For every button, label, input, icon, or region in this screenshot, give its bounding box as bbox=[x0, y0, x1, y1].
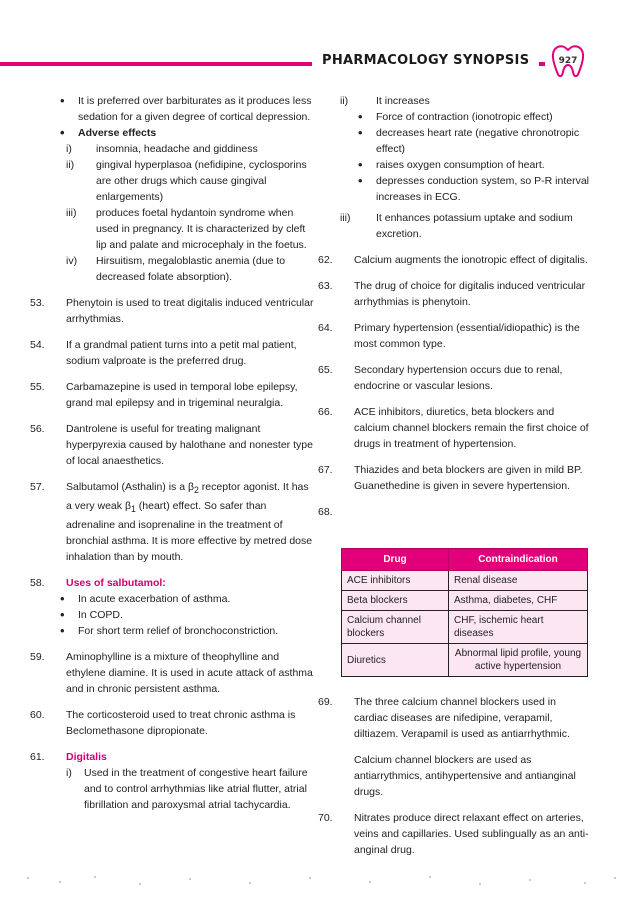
table-row bbox=[342, 644, 588, 677]
paragraph: Calcium channel blockers are used as antiarrythmics, antihypertensive and antianginal drugs. bbox=[354, 754, 576, 798]
numbered-item-67: 67. Thiazides and beta blockers are given in mild BP. Guanethedine is given in severe hypertension. bbox=[318, 464, 583, 492]
page-number: 927 bbox=[558, 56, 578, 66]
table-cell: Renal disease bbox=[449, 571, 588, 591]
page-footer-dots bbox=[0, 872, 638, 892]
table-header-row bbox=[342, 549, 588, 571]
list-item: • decreases heart rate (negative chronotropic effect) bbox=[340, 125, 590, 157]
table-row bbox=[342, 611, 588, 644]
list-item: i) Used in the treatment of congestive heart failure and to control arrhythmias like atrial flutter, atrial fibrillation and paroxysmal atrial tachycardia. bbox=[66, 767, 308, 812]
numbered-item-66: 66. ACE inhibitors, diuretics, beta blockers and calcium channel blockers remain the first choice of drugs in treatment of hypertension. bbox=[318, 406, 589, 450]
running-title: PHARMACOLOGY SYNOPSIS bbox=[312, 50, 539, 72]
list-item: ii) It increases bbox=[340, 95, 430, 107]
section-heading: • Adverse effects bbox=[30, 125, 314, 141]
numbered-item-61: 61. Digitalis bbox=[30, 751, 107, 764]
table-cell: Diuretics bbox=[342, 644, 449, 677]
list-item: • raises oxygen consumption of heart. bbox=[340, 157, 590, 173]
table-cell: ACE inhibitors bbox=[342, 571, 449, 591]
numbered-item-58: 58. Uses of salbutamol: bbox=[30, 577, 166, 590]
numbered-item-69: 69. The three calcium channel blockers used in cardiac diseases are nifedipine, verapamil, diltiazem. Verapamil is used as antiarrhythmic. bbox=[318, 696, 570, 740]
numbered-item-70: 70. Nitrates produce direct relaxant effect on arteries, veins and capillaries. Used sublingually as an anti-anginal drug. bbox=[318, 812, 589, 856]
list-item: • For short term relief of bronchoconstriction. bbox=[42, 623, 314, 639]
numbered-item-65: 65. Secondary hypertension occurs due to renal, endocrine or vascular lesions. bbox=[318, 364, 563, 392]
contraindication-table bbox=[341, 548, 588, 677]
list-item: • In acute exacerbation of asthma. bbox=[42, 591, 314, 607]
numbered-item-55: 55. Carbamazepine is used in temporal lobe epilepsy, grand mal epilepsy and in trigeminal neuralgia. bbox=[30, 381, 298, 409]
numbered-item-62: 62. Calcium augments the ionotropic effect of digitalis. bbox=[318, 254, 588, 266]
list-item: • It is preferred over barbiturates as it produces less sedation for a given degree of cortical depression. bbox=[30, 93, 314, 125]
list-item: • depresses conduction system, so P-R interval increases in ECG. bbox=[340, 173, 590, 205]
numbered-item-60: 60. The corticosteroid used to treat chronic asthma is Beclomethasone dipropionate. bbox=[30, 709, 296, 738]
list-item: iv) Hirsuitism, megaloblastic anemia (due to decreased folate absorption). bbox=[66, 255, 286, 283]
table-header: Contraindication bbox=[449, 549, 588, 571]
table-cell: Abnormal lipid profile, young active hypertension bbox=[449, 644, 588, 677]
numbered-item-57: 57. Salbutamol (Asthalin) is a $\beta_2$ receptor agonist. It has a very weak $\beta_1$ (heart) effect. So safer than adrenaline and isoprenaline in the treatment of bronchial asthma. It is more effective by metred dose inhalation than by mouth. bbox=[30, 481, 313, 564]
numbered-item-59: 59. Aminophylline is a mixture of theophylline and ethylene diamine. It is used in acute attack of asthma and in chronic persistent asthma. bbox=[30, 651, 313, 696]
list-item: • Force of contraction (ionotropic effect) bbox=[340, 109, 590, 125]
table-cell: CHF, ischemic heart diseases bbox=[449, 611, 588, 644]
table-cell: Calcium channel blockers bbox=[342, 611, 449, 644]
right-column-lower bbox=[318, 694, 590, 858]
numbered-item-56: 56. Dantrolene is useful for treating malignant hyperpyrexia caused by halothane and nonester type of local anaesthetics. bbox=[30, 423, 313, 467]
list-item: iii) produces foetal hydantoin syndrome when used in pregnancy. It is characterized by cleft lip and palate and microcephaly in the foetus. bbox=[66, 207, 307, 251]
list-item: • In COPD. bbox=[42, 607, 314, 623]
right-column: ii) It increases • Force of contraction (ionotropic effect) • decreases heart rate (negative chronotropic effect) • raises oxygen consumption of heart. • depresses conduction system, so P-R interval increases in ECG. iii) It enhances potassium uptake and sodium excretion. 62. Calcium augments the ionotropic effect of digitalis. 63. The drug of choice for digitalis induced ventricular arrhythmias is phenytoin. 64. Primary hypertension (essential/idiopathic) is the most common type. 65. Secondary hypertension occurs due to renal, endocrine or vascular lesions. 66. ACE inhibitors, diuretics, beta blockers and calcium channel blockers remain the first choice of drugs in treatment of hypertension. 67. Thiazides and beta blockers are given in mild BP. Guanethedine is given in severe hypertension. 68. bbox=[318, 93, 590, 504]
numbered-item-63: 63. The drug of choice for digitalis induced ventricular arrhythmias is phenytoin. bbox=[318, 280, 586, 308]
numbered-item-64: 64. Primary hypertension (essential/idiopathic) is the most common type. bbox=[318, 322, 580, 350]
list-item: iii) It enhances potassium uptake and sodium excretion. bbox=[340, 212, 573, 240]
table-row bbox=[342, 591, 588, 611]
table-cell: Beta blockers bbox=[342, 591, 449, 611]
list-item: i) insomnia, headache and giddiness bbox=[66, 143, 258, 155]
list-item: ii) gingival hyperplasoa (nefidipine, cyclosporins are other drugs which cause gingival enlargements) bbox=[66, 159, 307, 203]
numbered-item-54: 54. If a grandmal patient turns into a petit mal patient, sodium valproate is the preferred drug. bbox=[30, 339, 297, 367]
table-cell: Asthma, diabetes, CHF bbox=[449, 591, 588, 611]
page-header bbox=[0, 44, 638, 74]
left-column bbox=[30, 93, 314, 813]
table-row bbox=[342, 571, 588, 591]
numbered-item-53: 53. Phenytoin is used to treat digitalis induced ventricular arrhythmias. bbox=[30, 297, 314, 325]
table-header: Drug bbox=[342, 549, 449, 571]
